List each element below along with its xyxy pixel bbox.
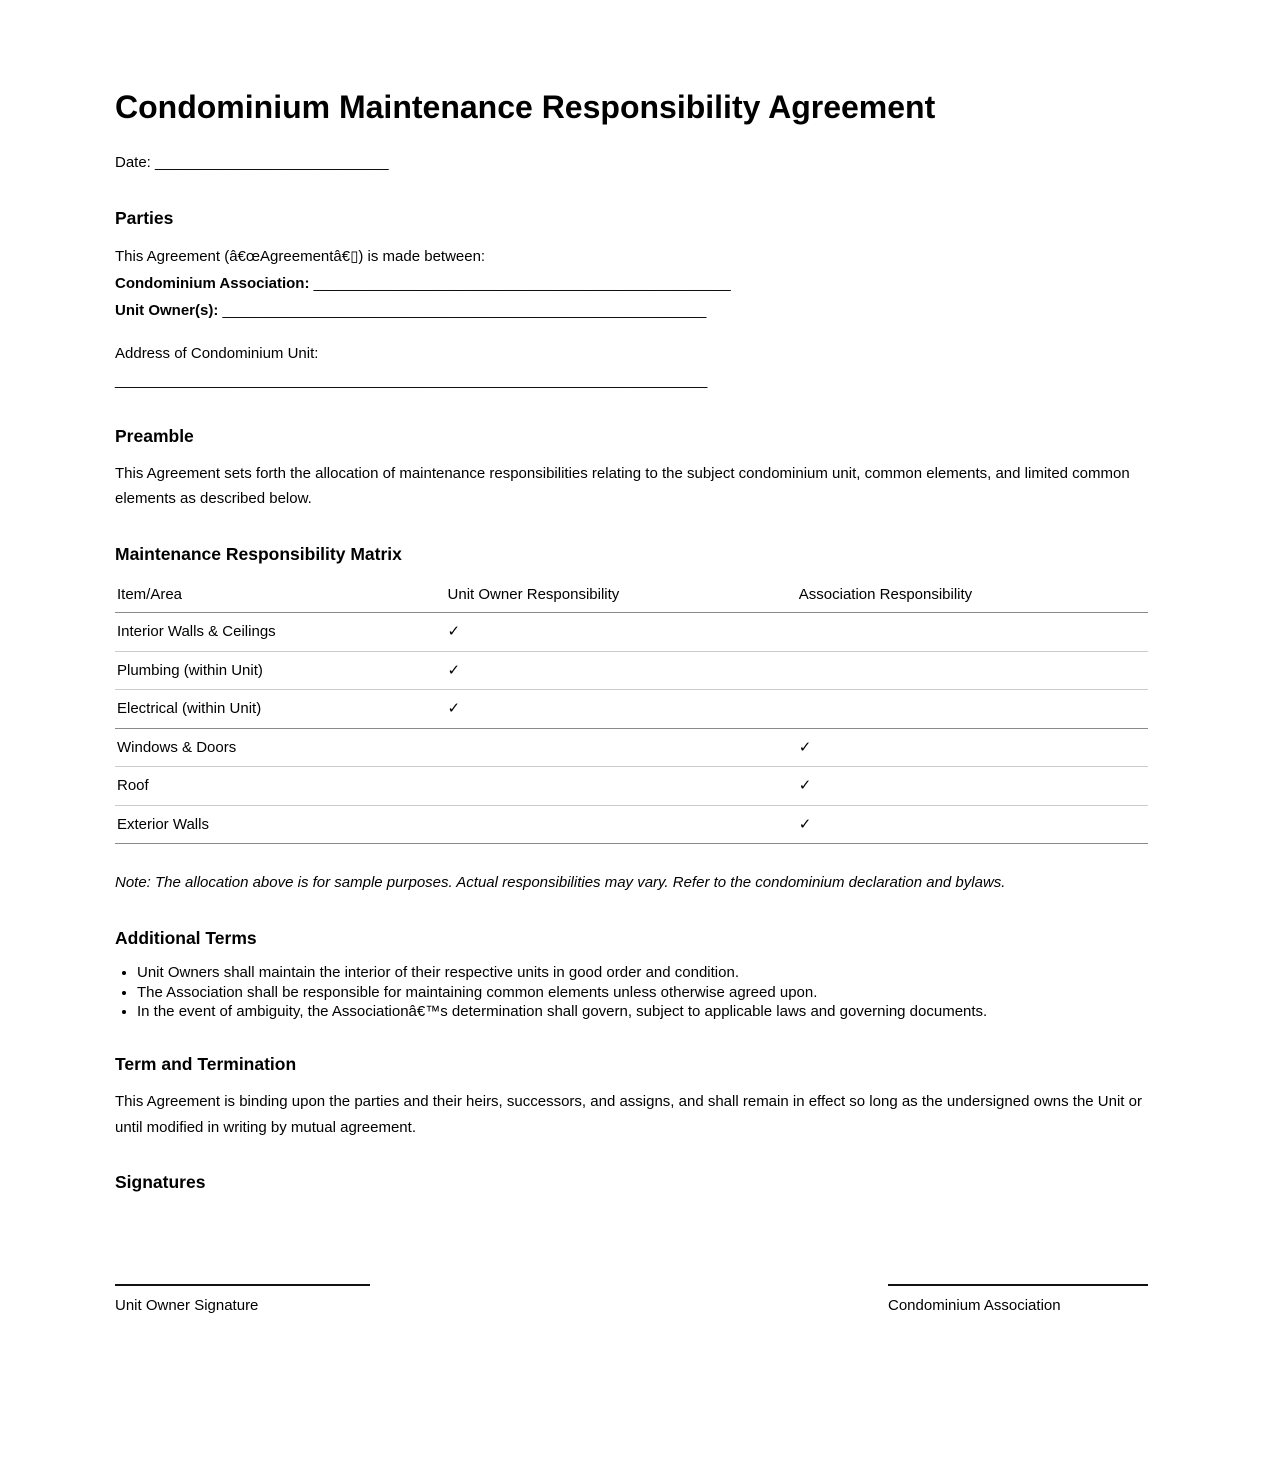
matrix-note: Note: The allocation above is for sample purposes. Actual responsibilities may vary. Refer to the condominium declaration and bylaws. [115, 874, 1006, 892]
cell-association-check: ✓ [797, 767, 1148, 806]
terms-list [115, 963, 1148, 1022]
section-heading-preamble: Preamble [115, 425, 194, 446]
cell-item: Exterior Walls [115, 805, 446, 844]
responsibility-table [115, 579, 1148, 845]
table-row [115, 728, 1148, 767]
cell-association-check [797, 651, 1148, 690]
association-signature-line [888, 1284, 1148, 1316]
column-header-item: Item/Area [115, 579, 446, 613]
section-heading-term-termination: Term and Termination [115, 1054, 297, 1075]
section-heading-signatures: Signatures [115, 1172, 206, 1193]
cell-item: Roof [115, 767, 446, 806]
cell-owner-check [446, 805, 797, 844]
cell-owner-check: ✓ [446, 690, 797, 729]
cell-association-check: ✓ [797, 728, 1148, 767]
parties-block [115, 243, 1148, 324]
association-signature-label: Condominium Association [888, 1297, 1061, 1315]
cell-association-check [797, 690, 1148, 729]
table-row [115, 805, 1148, 844]
section-heading-parties: Parties [115, 207, 174, 228]
association-label: Condominium Association: [115, 274, 310, 292]
parties-intro: This Agreement (â€œAgreementâ€▯) is made between: [115, 247, 486, 265]
term-item: • Unit Owners shall maintain the interior of their respective units in good order and condition. [137, 963, 1148, 983]
cell-item: Windows & Doors [115, 728, 446, 767]
column-header-owner: Unit Owner Responsibility [446, 579, 797, 613]
column-header-association: Association Responsibility [797, 579, 1148, 613]
cell-item: Electrical (within Unit) [115, 690, 446, 729]
term-item: • In the event of ambiguity, the Associationâ€™s determination shall govern, subject to applicable laws and governing documents. [137, 1002, 1148, 1022]
table-header-row [115, 579, 1148, 613]
term-item: • The Association shall be responsible for maintaining common elements unless otherwise agreed upon. [137, 983, 1148, 1003]
date-field [115, 150, 1148, 176]
date-label: Date: [115, 154, 151, 172]
table-row [115, 690, 1148, 729]
table-row [115, 767, 1148, 806]
cell-association-check [797, 613, 1148, 652]
term-termination-text: This Agreement is binding upon the parties and their heirs, successors, and assigns, and shall remain in effect so long as the undersigned owns the Unit or until modified in writing by mutual agreement. [115, 1093, 1142, 1136]
section-heading-additional-terms: Additional Terms [115, 927, 257, 948]
cell-item: Plumbing (within Unit) [115, 651, 446, 690]
cell-owner-check [446, 728, 797, 767]
cell-association-check: ✓ [797, 805, 1148, 844]
page-title: Condominium Maintenance Responsibility Agreement [115, 89, 936, 125]
owner-signature-line [115, 1284, 370, 1316]
cell-owner-check [446, 767, 797, 806]
table-row [115, 613, 1148, 652]
table-row [115, 651, 1148, 690]
owner-blank: __________________________________________________________ [222, 301, 707, 319]
owner-label: Unit Owner(s): [115, 301, 219, 319]
address-blank: _______________________________________________________________________ [115, 371, 708, 389]
signature-row [115, 1284, 1148, 1316]
cell-owner-check: ✓ [446, 613, 797, 652]
cell-item: Interior Walls & Ceilings [115, 613, 446, 652]
address-label: Address of Condominium Unit: [115, 344, 319, 362]
address-block [115, 340, 1148, 394]
section-heading-matrix: Maintenance Responsibility Matrix [115, 543, 402, 564]
date-blank: ____________________________ [155, 154, 389, 172]
cell-owner-check: ✓ [446, 651, 797, 690]
owner-signature-label: Unit Owner Signature [115, 1297, 259, 1315]
association-blank: __________________________________________________ [313, 274, 731, 292]
preamble-text: This Agreement sets forth the allocation of maintenance responsibilities relating to the subject condominium unit, common elements, and limited common elements as described below. [115, 464, 1130, 508]
